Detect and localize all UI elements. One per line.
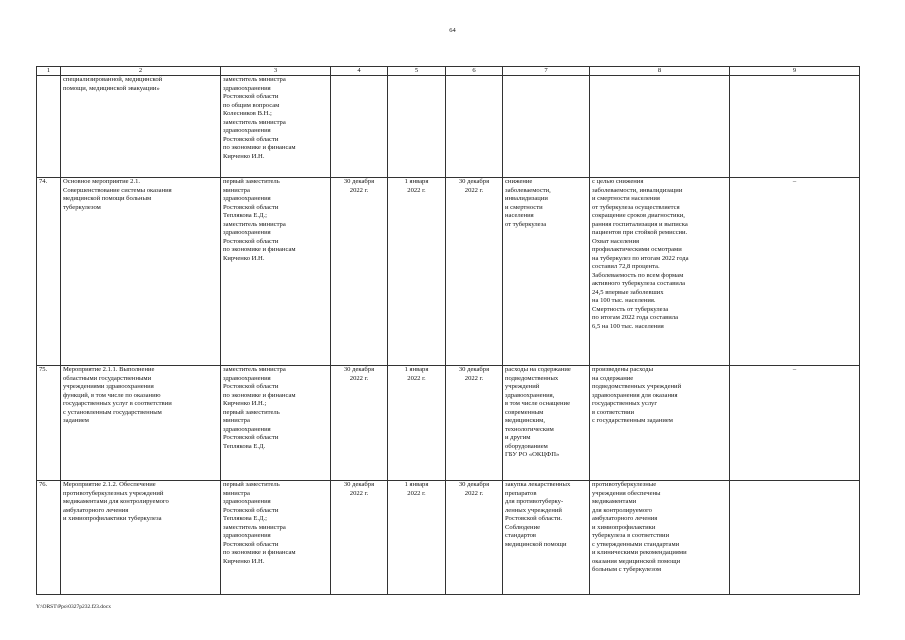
responsible-person: заместитель министра здравоохранения Ростовской области по экономике и финансам Кирченко И.Н.; первый заместитель министра здравоохранения Ростовской области Теплякова Е.Д. bbox=[221, 366, 331, 481]
actual-start-date: 1 января 2022 г. bbox=[388, 481, 446, 595]
row-number: 76. bbox=[37, 481, 61, 595]
deviation-reason bbox=[730, 481, 860, 595]
row-number bbox=[37, 76, 61, 178]
table-row bbox=[37, 76, 860, 178]
column-number: 1 bbox=[37, 67, 61, 76]
column-number: 4 bbox=[331, 67, 388, 76]
row-number: 74. bbox=[37, 178, 61, 366]
actual-start-date: 1 января 2022 г. bbox=[388, 366, 446, 481]
column-number: 6 bbox=[446, 67, 503, 76]
activity-name: Мероприятие 2.1.1. Выполнение областными государственными учреждениями здравоохранения функций, в том числе по оказанию государственных услуг в соответствии с установленным государственным заданием bbox=[61, 366, 221, 481]
planned-end-date: 30 декабря 2022 г. bbox=[331, 366, 388, 481]
column-number: 3 bbox=[221, 67, 331, 76]
actual-end-date: 30 декабря 2022 г. bbox=[446, 178, 503, 366]
planned-end-date: 30 декабря 2022 г. bbox=[331, 481, 388, 595]
table-row bbox=[37, 178, 860, 366]
activity-name: Основное мероприятие 2.1. Совершенствование системы оказания медицинской помощи больным туберкулезом bbox=[61, 178, 221, 366]
planned-end-date: 30 декабря 2022 г. bbox=[331, 178, 388, 366]
row-number: 75. bbox=[37, 366, 61, 481]
column-number: 9 bbox=[730, 67, 860, 76]
program-report-table bbox=[36, 66, 860, 595]
actual-end-date bbox=[446, 76, 503, 178]
column-number: 8 bbox=[590, 67, 730, 76]
table-row bbox=[37, 481, 860, 595]
actual-start-date bbox=[388, 76, 446, 178]
actual-end-date: 30 декабря 2022 г. bbox=[446, 481, 503, 595]
column-number-row bbox=[37, 67, 860, 76]
actual-result: произведены расходы на содержание подведомственных учреждений здравоохранения для оказания государственных услуг в соответствии с государственным заданием bbox=[590, 366, 730, 481]
responsible-person: заместитель министра здравоохранения Ростовской области по общим вопросам Колесников В.Н.; заместитель министра здравоохранения Ростовской области по экономике и финансам Кирченко И.Н. bbox=[221, 76, 331, 178]
column-number: 7 bbox=[503, 67, 590, 76]
activity-name: Мероприятие 2.1.2. Обеспечение противотуберкулезных учреждений медикаментами для контролируемого амбулаторного лечения и химиопрофилактики туберкулеза bbox=[61, 481, 221, 595]
expected-result bbox=[503, 76, 590, 178]
expected-result: закупка лекарственных препаратов для противотуберку- ленных учреждений Ростовской области. Соблюдение стандартов медицинской помощи bbox=[503, 481, 590, 595]
deviation-reason: – bbox=[730, 366, 860, 481]
actual-end-date: 30 декабря 2022 г. bbox=[446, 366, 503, 481]
actual-result: противотуберкулезные учреждения обеспечены медикаментами для контролируемого амбулаторного лечения и химиопрофилактики туберкулеза в соответствии с утвержденными стандартами и клиническими рекомендациями оказания медицинской помощи больным с туберкулезом bbox=[590, 481, 730, 595]
deviation-reason bbox=[730, 76, 860, 178]
planned-end-date bbox=[331, 76, 388, 178]
column-number: 5 bbox=[388, 67, 446, 76]
actual-result bbox=[590, 76, 730, 178]
activity-name: специализированной, медицинской помощи, медицинской эвакуации» bbox=[61, 76, 221, 178]
actual-start-date: 1 января 2022 г. bbox=[388, 178, 446, 366]
page-number: 64 bbox=[449, 27, 456, 34]
expected-result: расходы на содержание подведомственных учреждений здравоохранения, в том числе оснащение современным медицинским, технологическим и другим оборудованием ГБУ РО «ОКЦФП» bbox=[503, 366, 590, 481]
expected-result: снижение заболеваемости, инвалидизации и смертности населения от туберкулеза bbox=[503, 178, 590, 366]
responsible-person: первый заместитель министра здравоохранения Ростовской области Теплякова Е.Д.; заместитель министра здравоохранения Ростовской области по экономике и финансам Кирченко И.Н. bbox=[221, 178, 331, 366]
table-row bbox=[37, 366, 860, 481]
column-number: 2 bbox=[61, 67, 221, 76]
deviation-reason: – bbox=[730, 178, 860, 366]
file-path-footer: Y:\ORST\Ppo\0327p232.f23.docx bbox=[36, 604, 111, 610]
responsible-person: первый заместитель министра здравоохранения Ростовской области Теплякова Е.Д.; заместитель министра здравоохранения Ростовской области по экономике и финансам Кирченко И.Н. bbox=[221, 481, 331, 595]
actual-result: с целью снижения заболеваемости, инвалидизации и смертности населения от туберкулеза осуществляется сокращение сроков диагностики, ранняя госпитализация и выписка пациентов при стойкой ремиссии. Охват населения профилактическими осмотрами на туберкулез по итогам 2022 года составил 72,8 процента. Заболеваемость по всем формам активного туберкулеза составила 24,5 впервые заболевших на 100 тыс. населения. Смертность от туберкулеза по итогам 2022 года составила 6,5 на 100 тыс. населения bbox=[590, 178, 730, 366]
